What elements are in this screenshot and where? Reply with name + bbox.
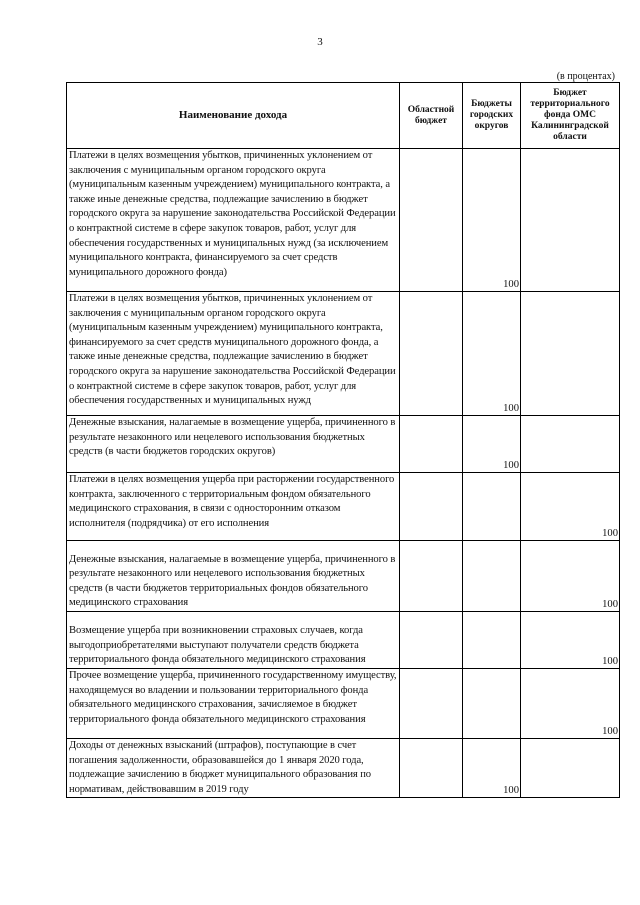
tfoms-share: 100: [521, 541, 620, 612]
table-header-row: [67, 83, 620, 149]
table-row: [67, 541, 620, 612]
table-row: [67, 612, 620, 669]
city-share: [463, 473, 521, 541]
tfoms-share: [521, 739, 620, 798]
tfoms-share: 100: [521, 669, 620, 739]
regional-share: [400, 669, 463, 739]
city-share: 100: [463, 292, 521, 416]
header-tfoms-budget: Бюджет территориального фонда ОМС Калининградской области: [521, 83, 620, 149]
page-number: 3: [317, 36, 323, 48]
table-row: [67, 473, 620, 541]
income-name: Платежи в целях возмещения ущерба при расторжении государственного контракта, заключенного с территориальным фондом обязательного медицинского страхования, в связи с односторонним отказом исполнителя (подрядчика) от его исполнения: [67, 473, 400, 541]
tfoms-share: 100: [521, 612, 620, 669]
regional-share: [400, 473, 463, 541]
city-share: [463, 541, 521, 612]
income-name: Денежные взыскания, налагаемые в возмещение ущерба, причиненного в результате незаконного или нецелевого использования бюджетных средств (в части бюджетов территориальных фондов обязательного медицинского страхования: [67, 541, 400, 612]
header-city-budgets: Бюджеты городских округов: [463, 83, 521, 149]
tfoms-share: [521, 416, 620, 473]
city-share: 100: [463, 416, 521, 473]
income-name: Прочее возмещение ущерба, причиненного государственному имуществу, находящемуся во владении и пользовании территориального фонда обязательного медицинского страхования, зачисляемое в бюджет территориального фонда обязательного медицинского страхования: [67, 669, 400, 739]
tfoms-share: [521, 149, 620, 292]
income-name: Денежные взыскания, налагаемые в возмещение ущерба, причиненного в результате незаконного или нецелевого использования бюджетных средств (в части бюджетов городских округов): [67, 416, 400, 473]
regional-share: [400, 612, 463, 669]
city-share: [463, 612, 521, 669]
regional-share: [400, 292, 463, 416]
table-row: [67, 669, 620, 739]
units-note: (в процентах): [556, 71, 615, 82]
regional-share: [400, 541, 463, 612]
regional-share: [400, 739, 463, 798]
table-row: [67, 416, 620, 473]
tfoms-share: 100: [521, 473, 620, 541]
income-name: Платежи в целях возмещения убытков, причиненных уклонением от заключения с муниципальным органом городского округа (муниципальным казенным учреждением) муниципального контракта, а также иные денежные средства, подлежащие зачислению в бюджет городского округа за нарушение законодательства Российской Федерации о контрактной системе в сфере закупок товаров, работ, услуг для обеспечения государственных и муниципальных нужд (за исключением муниципального контракта, финансируемого за счет средств муниципального дорожного фонда): [67, 149, 400, 292]
table-row: [67, 292, 620, 416]
income-distribution-table: [66, 82, 620, 798]
header-regional-budget: Областной бюджет: [400, 83, 463, 149]
regional-share: [400, 416, 463, 473]
regional-share: [400, 149, 463, 292]
header-income-name: Наименование дохода: [67, 83, 400, 149]
income-name: Доходы от денежных взысканий (штрафов), поступающие в счет погашения задолженности, образовавшейся до 1 января 2020 года, подлежащие зачислению в бюджет муниципального образования по нормативам, действовавшим в 2019 году: [67, 739, 400, 798]
tfoms-share: [521, 292, 620, 416]
table-row: [67, 149, 620, 292]
income-name: Возмещение ущерба при возникновении страховых случаев, когда выгодоприобретателями выступают получатели средств бюджета территориального фонда обязательного медицинского страхования: [67, 612, 400, 669]
income-name: Платежи в целях возмещения убытков, причиненных уклонением от заключения с муниципальным органом городского округа (муниципальным казенным учреждением) муниципального контракта, финансируемого за счет средств муниципального дорожного фонда, а также иные денежные средства, подлежащие зачислению в бюджет городского округа за нарушение законодательства Российской Федерации о контрактной системе в сфере закупок товаров, работ, услуг для обеспечения государственных и муниципальных нужд: [67, 292, 400, 416]
city-share: 100: [463, 739, 521, 798]
city-share: 100: [463, 149, 521, 292]
city-share: [463, 669, 521, 739]
table-row: [67, 739, 620, 798]
